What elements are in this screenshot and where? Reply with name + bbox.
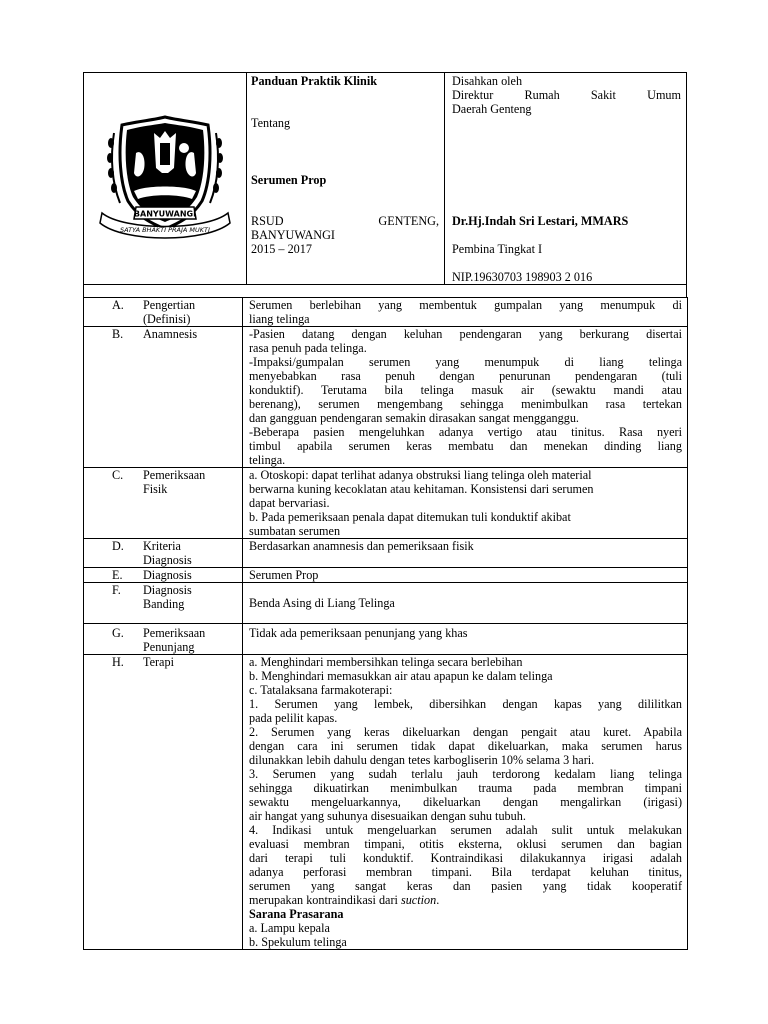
- content-line: serumen yang sangat keras dan pasien yang tidak kooperatif: [249, 879, 682, 893]
- row-letter: A.: [112, 298, 124, 312]
- director-word: Umum: [647, 88, 681, 102]
- content-line: evaluasi membran timpani, otitis eksterna, oklusi serumen dan bagian: [249, 837, 682, 851]
- label-line: Pemeriksaan: [143, 626, 206, 640]
- label-line: Pemeriksaan: [143, 468, 206, 482]
- content-line: dan gangguan pendengaran semakin dirasakan sangat mengganggu.: [249, 411, 579, 425]
- row-label: [84, 298, 243, 327]
- table-row: [84, 568, 688, 583]
- content-line: dilunakkan lebih dahulu dengan tetes karbogliserin 10% selama 3 hari.: [249, 753, 595, 767]
- label-line: Diagnosis: [143, 553, 192, 567]
- label-line: Diagnosis: [143, 583, 192, 597]
- content-line: Serumen Prop: [249, 568, 319, 582]
- hospital-name: GENTENG,: [378, 214, 439, 228]
- row-letter: H.: [112, 655, 124, 669]
- table-row: [84, 655, 688, 950]
- content-line: Serumen berlebihan yang membentuk gumpalan yang menumpuk di: [249, 298, 682, 312]
- signatory-nip: NIP.19630703 198903 2 016: [452, 270, 593, 284]
- banyuwangi-seal-icon: [84, 73, 247, 284]
- content-line: 4. Indikasi untuk mengeluarkan serumen adalah sulit untuk melakukan: [249, 823, 682, 837]
- label-line: Fisik: [143, 482, 168, 496]
- content-line: a. Otoskopi: dapat terlihat adanya obstruksi liang telinga oleh material: [249, 468, 592, 482]
- row-content: [243, 568, 688, 583]
- content-line: Tidak ada pemeriksaan penunjang yang khas: [249, 626, 468, 640]
- director-word: Direktur: [452, 88, 494, 102]
- content-line: berwarna kuning kecoklatan atau kehitaman. Konsistensi dari serumen: [249, 482, 594, 496]
- label-line: Penunjang: [143, 640, 195, 654]
- title-cell: [247, 73, 445, 284]
- label-line: Anamnesis: [143, 327, 198, 341]
- table-row: [84, 624, 688, 655]
- list-item: a. Lampu kepala: [249, 921, 330, 935]
- content-line: sumbatan serumen: [249, 524, 341, 538]
- content-line: berenang), serumen mengembang sehingga menimbulkan rasa tertekan: [249, 397, 682, 411]
- content-line: sehingga dikuatirkan menimbulkan trauma pada membran timpani: [249, 781, 682, 795]
- table-row: [84, 298, 688, 327]
- document-topic: Serumen Prop: [251, 173, 327, 187]
- content-line: 3. Serumen yang sudah terlalu jauh terdorong kedalam liang telinga: [249, 767, 682, 781]
- content-line: adanya perforasi membran timpani. Bila terdapat keluhan tinitus,: [249, 865, 682, 879]
- about-label: Tentang: [251, 116, 291, 130]
- svg-text:BANYUWANGI: BANYUWANGI: [133, 209, 197, 219]
- content-line: menyebabkan rasa penuh dengan penurunan pendengaran (tuli: [249, 369, 682, 383]
- row-letter: G.: [112, 626, 124, 640]
- label-line: Banding: [143, 597, 185, 611]
- approval-cell: [445, 73, 686, 284]
- row-content: [243, 624, 688, 655]
- label-line: Kriteria: [143, 539, 181, 553]
- document-period: 2015 – 2017: [251, 242, 312, 256]
- content-line: c. Tatalaksana farmakoterapi:: [249, 683, 393, 697]
- approved-by-label: Disahkan oleh: [452, 74, 523, 88]
- content-line: -Pasien datang dengan keluhan pendengaran yang berkurang disertai: [249, 327, 682, 341]
- content-line: sewaktu mengeluarkannya, dikeluarkan dengan mengalirkan (irigasi): [249, 795, 682, 809]
- document-header: [83, 72, 687, 285]
- hospital-line-1: [251, 214, 439, 228]
- content-line: konduktif). Terutama bila telinga masuk air (sewaktu mandi atau: [249, 383, 682, 397]
- row-label: [84, 655, 243, 950]
- content-line: timbul apabila serumen keras membatu dan menekan dinding liang: [249, 439, 682, 453]
- content-line: telinga.: [249, 453, 286, 467]
- content-line: dapat bervariasi.: [249, 496, 330, 510]
- label-line: (Definisi): [143, 312, 191, 326]
- content-line: 2. Serumen yang keras dikeluarkan dengan pengait atau kuret. Apabila: [249, 725, 682, 739]
- content-line: -Impaksi/gumpalan serumen yang menumpuk di liang telinga: [249, 355, 682, 369]
- row-content: [243, 583, 688, 624]
- row-content: [243, 468, 688, 539]
- row-content: [243, 298, 688, 327]
- row-content: [243, 539, 688, 568]
- guideline-table: [83, 297, 688, 950]
- table-row: [84, 539, 688, 568]
- subsection-title: Sarana Prasarana: [249, 907, 344, 921]
- table-row: [84, 583, 688, 624]
- document-title: Panduan Praktik Klinik: [251, 74, 377, 88]
- row-content: [243, 655, 688, 950]
- label-line: Diagnosis: [143, 568, 192, 582]
- content-line: -Beberapa pasien mengeluhkan adanya vertigo atau tinitus. Rasa nyeri: [249, 425, 682, 439]
- content-line: a. Menghindari membersihkan telinga secara berlebihan: [249, 655, 523, 669]
- table-row: [84, 468, 688, 539]
- content-line: liang telinga: [249, 312, 310, 326]
- hospital-line-2: BANYUWANGI: [251, 228, 335, 242]
- table-row: [84, 327, 688, 468]
- content-line: b. Menghindari memasukkan air atau apapun ke dalam telinga: [249, 669, 553, 683]
- list-item: b. Spekulum telinga: [249, 935, 347, 949]
- content-line: rasa penuh pada telinga.: [249, 341, 367, 355]
- signatory-rank: Pembina Tingkat I: [452, 242, 543, 256]
- row-label: [84, 539, 243, 568]
- row-letter: C.: [112, 468, 124, 482]
- director-word: Sakit: [590, 88, 616, 102]
- director-word: Rumah: [524, 88, 560, 102]
- svg-text:SATYA BHAKTI PRAJA MUKTI: SATYA BHAKTI PRAJA MUKTI: [120, 226, 210, 234]
- content-line: 1. Serumen yang lembek, dibersihkan dengan kapas yang dililitkan: [249, 697, 682, 711]
- label-line: Pengertian: [143, 298, 196, 312]
- content-line: pada pelilit kapas.: [249, 711, 338, 725]
- label-line: Terapi: [143, 655, 174, 669]
- content-line: merupakan kontraindikasi dari suction.: [249, 893, 440, 907]
- signatory-name: Dr.Hj.Indah Sri Lestari, MMARS: [452, 214, 629, 228]
- content-line: dari terapi tuli konduktif. Kontraindikasi dilakukannya irigasi adalah: [249, 851, 682, 865]
- content-line: Berdasarkan anamnesis dan pemeriksaan fisik: [249, 539, 474, 553]
- row-letter: B.: [112, 327, 124, 341]
- logo-cell: [84, 73, 247, 284]
- content-line: b. Pada pemeriksaan penala dapat ditemukan tuli konduktif akibat: [249, 510, 571, 524]
- content-line: air hangat yang suhunya disesuaikan dengan suhu tubuh.: [249, 809, 526, 823]
- director-title-line: [452, 88, 681, 102]
- row-content: [243, 327, 688, 468]
- director-title-line-2: Daerah Genteng: [452, 102, 532, 116]
- row-letter: D.: [112, 539, 124, 553]
- row-label: [84, 568, 243, 583]
- row-label: [84, 583, 243, 624]
- row-label: [84, 327, 243, 468]
- row-label: [84, 468, 243, 539]
- row-label: [84, 624, 243, 655]
- emphasis-text: suction: [400, 893, 437, 907]
- row-letter: F.: [112, 583, 121, 597]
- content-line: Benda Asing di Liang Telinga: [249, 596, 395, 610]
- content-line: dengan cara ini serumen tidak dapat dikeluarkan, maka serumen harus: [249, 739, 682, 753]
- hospital-prefix: RSUD: [251, 214, 284, 228]
- row-letter: E.: [112, 568, 123, 582]
